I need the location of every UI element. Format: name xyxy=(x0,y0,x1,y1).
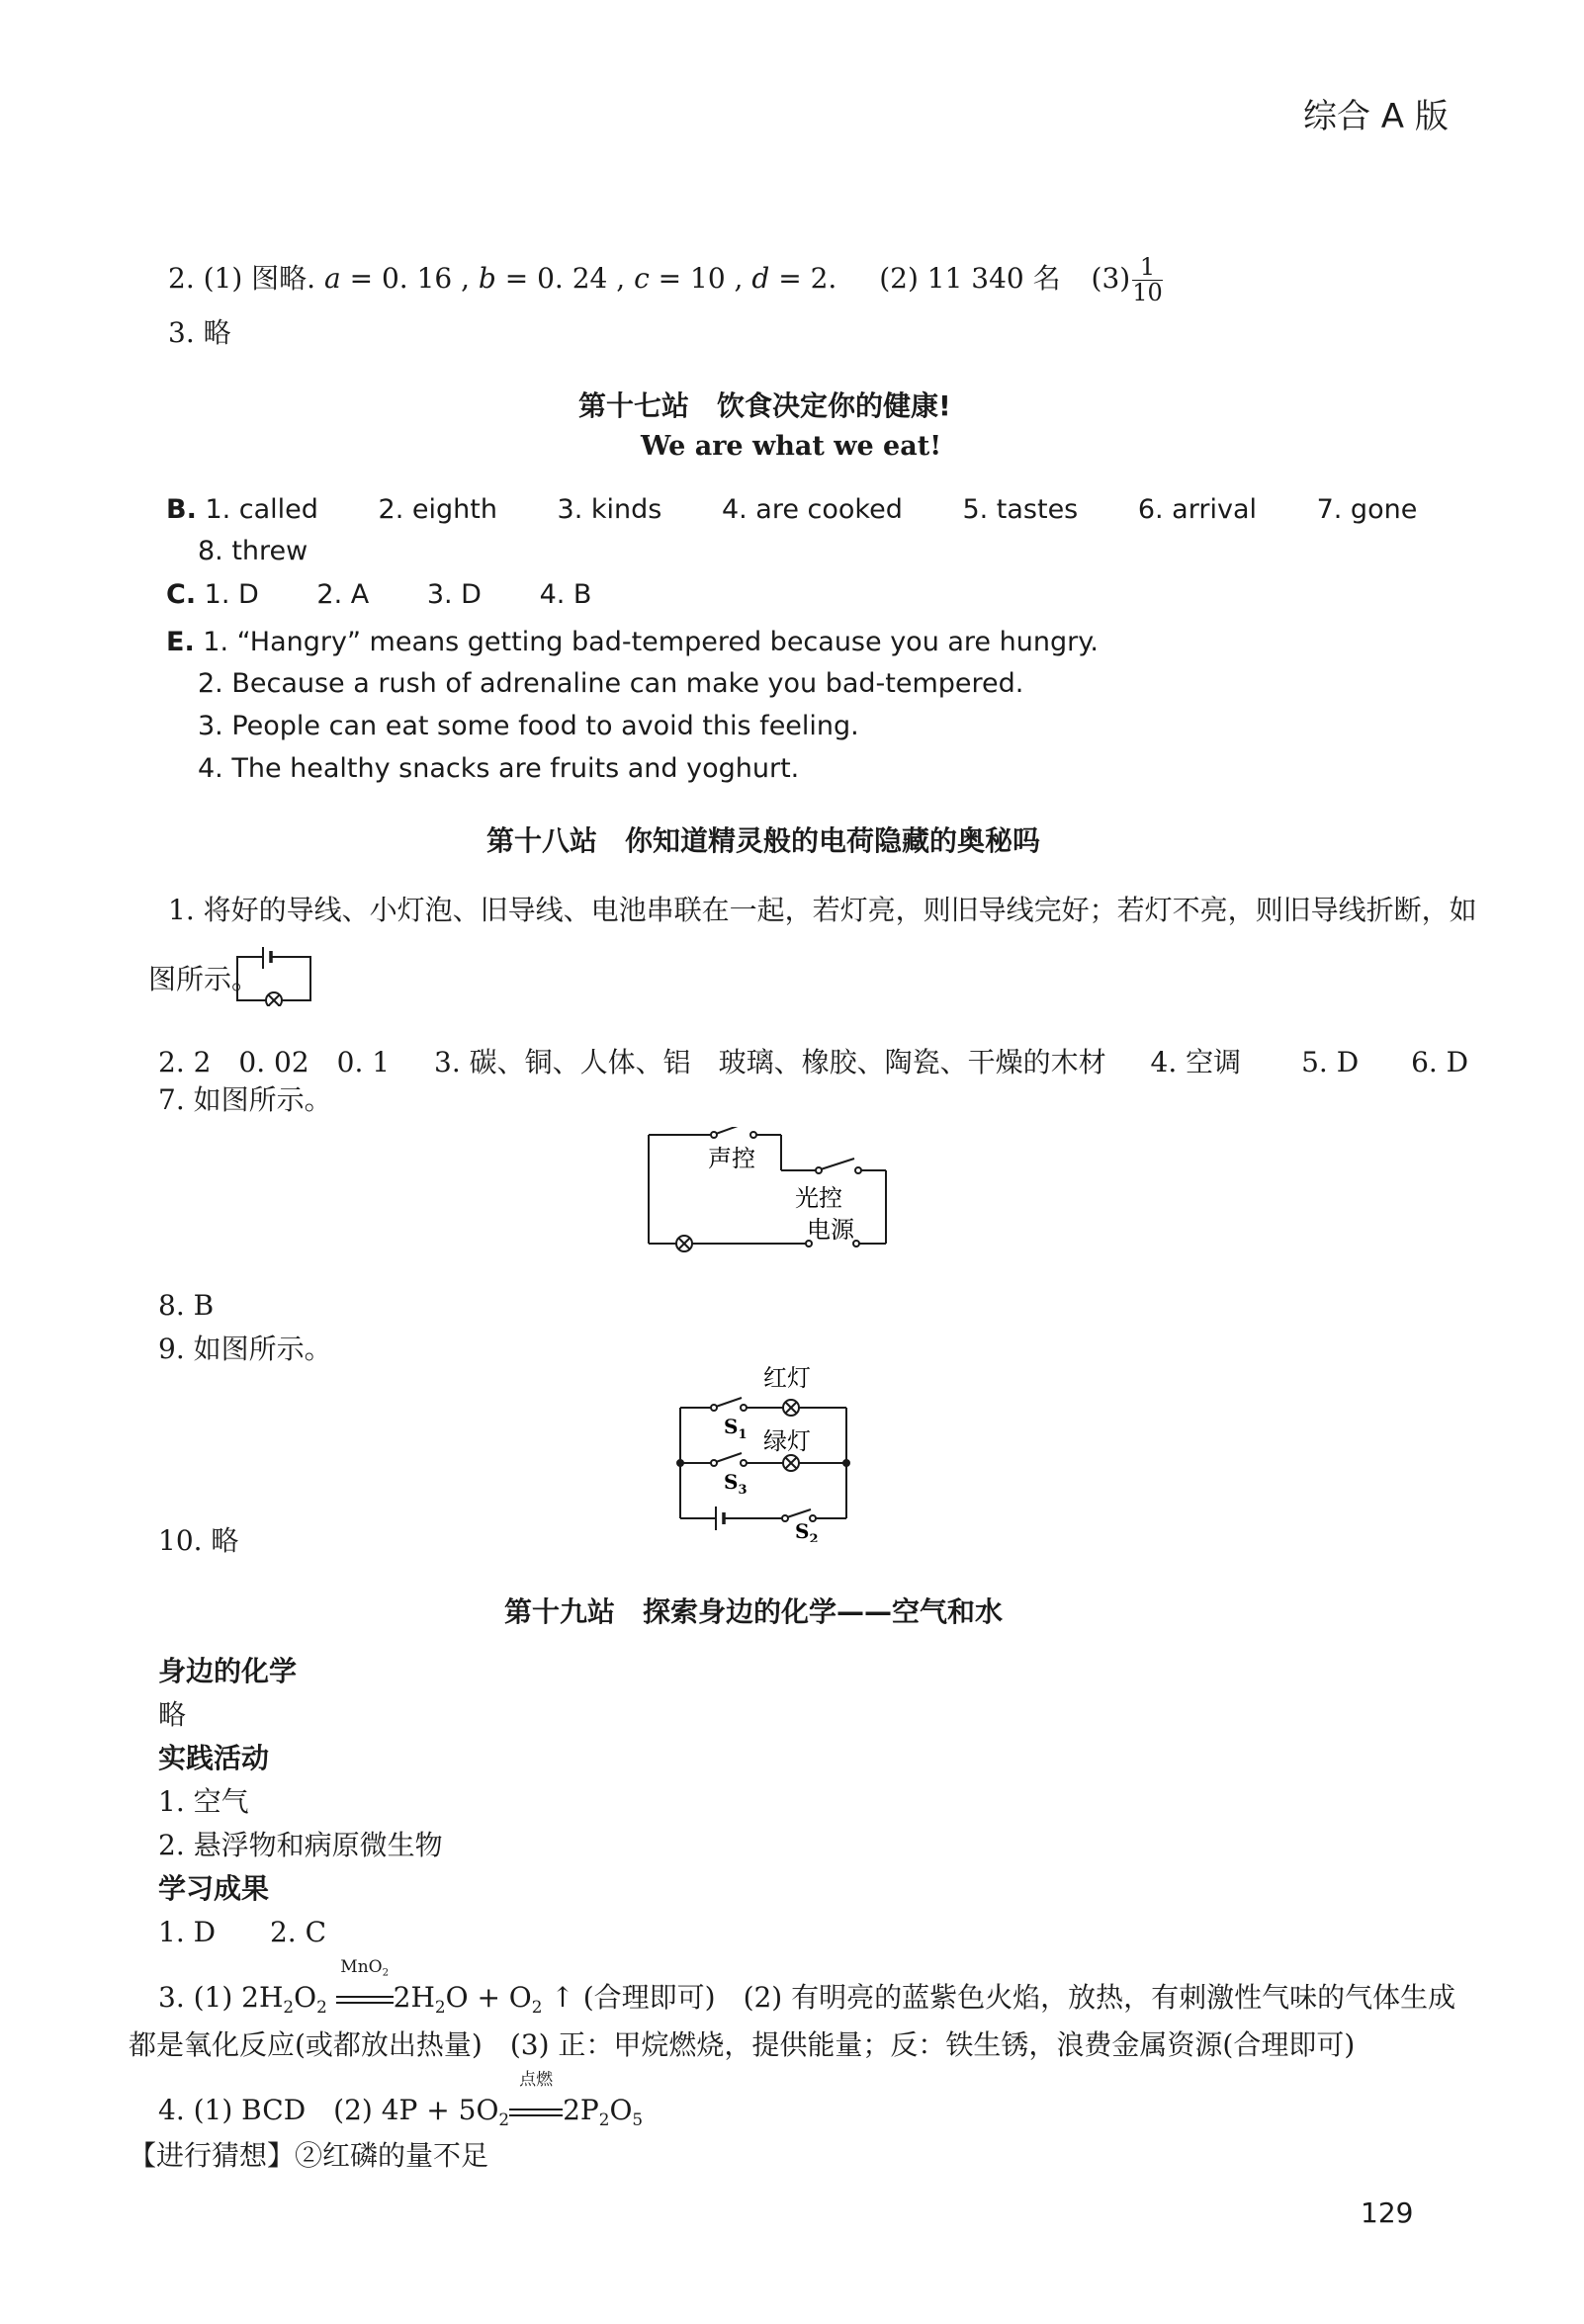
list-item: 4. The healthy snacks are fruits and yoghurt. xyxy=(198,753,800,784)
section-17-part-c: C. 1. D 2. A 3. D 4. B xyxy=(166,579,592,610)
subheading-chemistry-around: 身边的化学 xyxy=(158,1655,298,1687)
page-number: 129 xyxy=(1361,2196,1414,2229)
list-item: 3. D xyxy=(426,579,482,610)
section-17-part-e-1: E. 1. “Hangry” means getting bad-tempered because you are hungry. xyxy=(166,627,1099,657)
answer-19-guess: 【进行猜想】②红磷的量不足 xyxy=(129,2139,489,2172)
label-red-lamp: 红灯 xyxy=(763,1364,811,1392)
list-item: 2. eighth xyxy=(378,494,497,525)
answer-19-q4: 4. (1) BCD (2) $4P + 5O_2$ 点燃 $2P_2O_5$ xyxy=(158,2070,644,2129)
list-item: 7. gone xyxy=(1316,494,1418,525)
section-18-title: 第十八站 你知道精灵般的电荷隐藏的奥秘吗 xyxy=(486,824,1041,857)
subheading-practice: 实践活动 xyxy=(158,1742,270,1774)
list-item: 6. arrival xyxy=(1137,494,1257,525)
answer-19-p1: 1. 空气 xyxy=(158,1785,249,1818)
fraction: $\frac{1}{10}$ xyxy=(1132,253,1163,307)
answer-18-q1: 1. 将好的导线、小灯泡、旧导线、电池串联在一起，若灯亮，则旧导线完好；若灯不亮，则旧导线折断，如 xyxy=(168,894,1477,926)
answer-18-q8: 8. B xyxy=(158,1289,215,1322)
circuit-diagram-q1 xyxy=(233,945,316,1006)
answer-18-q2-6: 2. 2 0. 02 0. 1 3. 碳、铜、人体、铝 玻璃、橡胶、陶瓷、干燥的木材 4. 空调 5. D 6. D xyxy=(158,1046,1469,1078)
answer-19-r1-2: 1. D 2. C xyxy=(158,1916,327,1948)
answer-19-p2: 2. 悬浮物和病原微生物 xyxy=(158,1829,443,1861)
answer-19-h1: 略 xyxy=(158,1698,187,1731)
label-switch-s1: $S_1$ xyxy=(724,1415,748,1442)
label-green-lamp: 绿灯 xyxy=(763,1427,811,1455)
answer-18-q10: 10. 略 xyxy=(158,1524,239,1557)
list-item: 4. are cooked xyxy=(721,494,903,525)
answer-19-q3-cont: 都是氧化反应(或都放出热量) (3) 正：甲烷燃烧，提供能量；反：铁生锈，浪费金属资源(合理即可) xyxy=(129,2028,1356,2061)
list-item: 2. Because a rush of adrenaline can make you bad-tempered. xyxy=(198,668,1024,699)
section-19-title: 第十九站 探索身边的化学——空气和水 xyxy=(504,1595,1004,1628)
circuit-diagram-q9 xyxy=(672,1364,870,1542)
reaction-arrow: 点燃 xyxy=(509,2094,563,2127)
answer-18-q1-cont: 图所示。 xyxy=(148,963,260,995)
section-17-title: 第十七站 饮食决定你的健康! xyxy=(578,389,951,422)
list-item: 3. People can eat some food to avoid this feeling. xyxy=(198,711,859,741)
section-17-subtitle: We are what we eat! xyxy=(641,431,942,462)
label-switch-s2: $S_2$ xyxy=(795,1519,819,1542)
list-item: 4. B xyxy=(539,579,592,610)
label-power-source: 电源 xyxy=(807,1216,854,1244)
list-item: 1. D xyxy=(204,579,259,610)
subheading-results: 学习成果 xyxy=(158,1872,270,1905)
label-voice-switch: 声控 xyxy=(708,1145,755,1172)
section-17-part-b: B. 1. called 2. eighth 3. kinds 4. are cooked 5. tastes 6. arrival 7. gone xyxy=(166,494,1418,525)
edition-label: 综合 A 版 xyxy=(1303,97,1449,136)
answer-19-q3: 3. (1) $2H_2O_2$ MnO$_2$ $2H_2O + O_2$ ↑ (合理即可) (2) 有明亮的蓝紫色火焰，放热，有刺激性气味的气体生成 xyxy=(158,1957,1456,2017)
answer-q3: 3. 略 xyxy=(168,316,231,349)
label-light-switch: 光控 xyxy=(795,1184,842,1212)
circuit-diagram-q7 xyxy=(643,1127,900,1265)
answer-18-q7: 7. 如图所示。 xyxy=(158,1083,332,1116)
list-item: 8. threw xyxy=(198,536,308,566)
list-item: 3. kinds xyxy=(557,494,662,525)
label-switch-s3: $S_3$ xyxy=(724,1470,748,1498)
answer-18-q9: 9. 如图所示。 xyxy=(158,1333,332,1365)
list-item: 2. A xyxy=(316,579,370,610)
answer-q2-stats: 2. (1) 图略. a = 0. 16 , b = 0. 24 , c = 10 , d = 2. (2) 11 340 名 (3) $\frac{1}{10}$ xyxy=(168,253,1163,307)
list-item: 1. called xyxy=(205,494,318,525)
reaction-arrow: MnO$_2$ xyxy=(336,1981,394,2015)
list-item: 5. tastes xyxy=(962,494,1079,525)
